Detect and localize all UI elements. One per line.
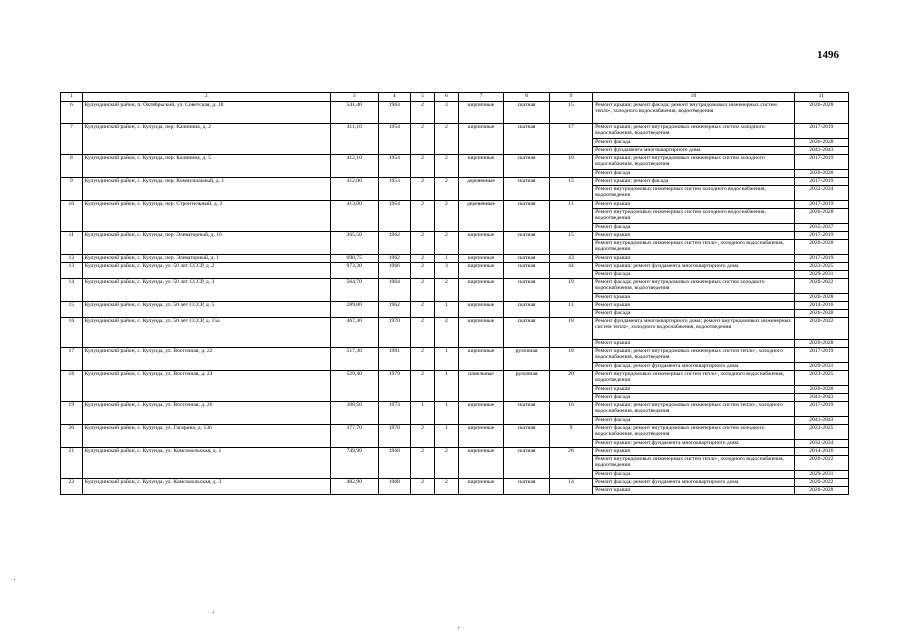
entrances-cell: 3 <box>434 102 458 124</box>
row-number-cell: 19 <box>61 402 83 425</box>
year-cell: 1953 <box>378 178 411 201</box>
repair-period-cell: 2020-2022 <box>794 318 848 340</box>
repair-period-cell: 2014-2016 <box>794 302 848 310</box>
wall-material-cell: деревянные <box>458 201 504 232</box>
residents-cell: 17 <box>549 124 592 155</box>
row-number-cell: 14 <box>61 279 83 302</box>
repair-period-cell: 2032-2034 <box>794 440 848 448</box>
repair-work-cell: Ремонт крыши <box>593 487 795 495</box>
repair-work-cell: Ремонт крыши <box>593 255 795 263</box>
repair-work-cell: Ремонт крыши <box>593 201 795 209</box>
floors-cell: 2 <box>411 263 435 279</box>
wall-material-cell: кирпичные <box>458 255 504 263</box>
repair-period-cell: 2026-2028 <box>794 170 848 178</box>
column-number-cell: 9 <box>549 93 592 102</box>
repair-work-cell: Ремонт фасада; ремонт внутридомовых инженерных систем холодного водоснабжения, водоотведения <box>593 425 795 440</box>
entrances-cell: 2 <box>434 178 458 201</box>
roof-type-cell: скатная <box>504 178 550 201</box>
residents-cell: 18 <box>549 348 592 371</box>
repair-period-cell: 2017-2019 <box>794 124 848 139</box>
column-number-cell: 8 <box>504 93 550 102</box>
area-cell: 411,10 <box>330 124 378 155</box>
area-cell: 482,90 <box>330 479 378 495</box>
residents-cell: 44 <box>549 263 592 279</box>
table-row <box>61 448 849 456</box>
repair-period-cell: 2032-2034 <box>794 186 848 201</box>
roof-type-cell: скатная <box>504 201 550 232</box>
row-number-cell: 18 <box>61 371 83 402</box>
floors-cell: 2 <box>411 255 435 263</box>
wall-material-cell: кирпичные <box>458 232 504 255</box>
wall-material-cell: кирпичные <box>458 102 504 124</box>
entrances-cell: 1 <box>434 371 458 402</box>
repair-period-cell: 2026-2028 <box>794 310 848 318</box>
address-cell: Кулундинский район, с. Кулунда, ул. Гагарина, д. 136 <box>82 425 330 448</box>
row-number-cell: 20 <box>61 425 83 448</box>
address-cell: Кулундинский район, с. Кулунда, ул. Комсомольская, д. 3 <box>82 479 330 495</box>
repair-work-cell: Ремонт фасада <box>593 170 795 178</box>
floors-cell: 2 <box>411 318 435 348</box>
table-row <box>61 124 849 139</box>
column-number-cell: 2 <box>82 93 330 102</box>
year-cell: 1966 <box>378 263 411 279</box>
repair-work-cell: Ремонт фасада; ремонт фундамента многоквартирного дома <box>593 363 795 371</box>
entrances-cell: 1 <box>434 302 458 318</box>
wall-material-cell: кирпичные <box>458 155 504 178</box>
entrances-cell: 2 <box>434 232 458 255</box>
repair-work-cell: Ремонт крыши <box>593 340 795 348</box>
address-cell: Кулундинский район, с. Кулунда, ул. Восточная, д. 24 <box>82 371 330 402</box>
wall-material-cell: кирпичные <box>458 318 504 348</box>
repair-period-cell: 2023-2025 <box>794 371 848 386</box>
wall-material-cell: кирпичные <box>458 479 504 495</box>
roof-type-cell: скатная <box>504 255 550 263</box>
scan-speck <box>213 612 214 613</box>
roof-type-cell: скатная <box>504 402 550 425</box>
row-number-cell: 10 <box>61 201 83 232</box>
address-cell: Кулундинский район, с. Кулунда, ул. 50 лет СССР, д. 2 <box>82 263 330 279</box>
repair-work-cell: Ремонт крыши <box>593 232 795 240</box>
area-cell: 308,50 <box>330 402 378 425</box>
address-cell: Кулундинский район, с. Кулунда, ул. Комсомольская, д. 1 <box>82 448 330 479</box>
repair-work-cell: Ремонт фасада <box>593 310 795 318</box>
roof-type-cell: скатная <box>504 318 550 348</box>
area-cell: 377,70 <box>330 425 378 448</box>
repair-period-cell: 2020-2022 <box>794 279 848 294</box>
repair-period-cell: 2029-2031 <box>794 471 848 479</box>
wall-material-cell: кирпичные <box>458 279 504 302</box>
table-row <box>61 371 849 386</box>
repair-work-cell: Ремонт фундамента многоквартирного дома; ремонт внутридомовых инженерных систем тепло-, холодного водоснабжения, водоотведения <box>593 318 795 340</box>
repair-period-cell: 2026-2028 <box>794 102 848 124</box>
table-row <box>61 318 849 340</box>
repair-period-cell: 2017-2019 <box>794 348 848 363</box>
address-cell: Кулундинский район, с. Кулунда, пер. Элеваторный, д. 16 <box>82 232 330 255</box>
repair-work-cell: Ремонт фасада <box>593 271 795 279</box>
repair-period-cell: 2017-2019 <box>794 255 848 263</box>
area-cell: 289,80 <box>330 302 378 318</box>
address-cell: Кулундинский район, с. Кулунда, пер. Калинина, д. 5 <box>82 155 330 178</box>
roof-type-cell: скатная <box>504 425 550 448</box>
year-cell: 1973 <box>378 402 411 425</box>
repair-period-cell: 2017-2019 <box>794 178 848 186</box>
table-row <box>61 402 849 417</box>
row-number-cell: 7 <box>61 124 83 155</box>
repair-period-cell: 2017-2019 <box>794 155 848 170</box>
residents-cell: 43 <box>549 255 592 263</box>
wall-material-cell: кирпичные <box>458 263 504 279</box>
repair-work-cell: Ремонт внутридомовых инженерных систем холодного водоснабжения, водоотведения <box>593 209 795 224</box>
repair-period-cell: 2017-2019 <box>794 201 848 209</box>
repair-work-cell: Ремонт внутридомовых инженерных систем тепло-, холодного водоснабжения, водоотведения <box>593 456 795 471</box>
repair-work-cell: Ремонт фасада <box>593 224 795 232</box>
residents-cell: 15 <box>549 232 592 255</box>
table-row <box>61 263 849 271</box>
row-number-cell: 9 <box>61 178 83 201</box>
column-number-cell: 1 <box>61 93 83 102</box>
repair-work-cell: Ремонт фасада <box>593 471 795 479</box>
floors-cell: 2 <box>411 371 435 402</box>
repair-period-cell: 2026-2028 <box>794 240 848 255</box>
year-cell: 1962 <box>378 255 411 263</box>
repair-work-cell: Ремонт фундамента многоквартирного дома <box>593 147 795 155</box>
wall-material-cell: кирпичные <box>458 425 504 448</box>
column-number-cell: 4 <box>378 93 411 102</box>
repair-period-cell: 2026-2028 <box>794 139 848 147</box>
column-number-row <box>61 93 849 102</box>
roof-type-cell: скатная <box>504 479 550 495</box>
area-cell: 690,75 <box>330 255 378 263</box>
residents-cell: 16 <box>549 402 592 425</box>
column-number-cell: 11 <box>794 93 848 102</box>
area-cell: 541,40 <box>330 102 378 124</box>
area-cell: 365,50 <box>330 232 378 255</box>
repair-work-cell: Ремонт внутридомовых инженерных систем тепло-, холодного водоснабжения, водоотведения <box>593 240 795 255</box>
floors-cell: 2 <box>411 448 435 479</box>
area-cell: 564,70 <box>330 279 378 302</box>
year-cell: 1968 <box>378 448 411 479</box>
year-cell: 1979 <box>378 371 411 402</box>
floors-cell: 2 <box>411 425 435 448</box>
entrances-cell: 3 <box>434 263 458 279</box>
roof-type-cell: рулонная <box>504 371 550 402</box>
repair-period-cell: 2017-2019 <box>794 402 848 417</box>
roof-type-cell: скатная <box>504 263 550 279</box>
year-cell: 1964 <box>378 279 411 302</box>
column-number-cell: 6 <box>434 93 458 102</box>
entrances-cell: 2 <box>434 448 458 479</box>
repair-work-cell: Ремонт крыши; ремонт фундамента многоквартирного дома <box>593 263 795 271</box>
floors-cell: 2 <box>411 479 435 495</box>
year-cell: 1970 <box>378 425 411 448</box>
repair-period-cell: 2041-2043 <box>794 394 848 402</box>
document-sheet <box>60 92 849 495</box>
entrances-cell: 2 <box>434 279 458 302</box>
entrances-cell: 2 <box>434 479 458 495</box>
repair-schedule-table <box>60 92 849 495</box>
repair-work-cell: Ремонт крыши; ремонт внутридомовых инженерных систем тепло-, холодного водоснабжения, водоотведения <box>593 348 795 363</box>
residents-cell: 15 <box>549 102 592 124</box>
repair-work-cell: Ремонт крыши; ремонт внутридомовых инженерных систем холодного водоснабжения, водоотведения <box>593 155 795 170</box>
address-cell: Кулундинский район, с. Кулунда, ул. 50 лет СССР, д. 15а <box>82 318 330 348</box>
row-number-cell: 13 <box>61 263 83 279</box>
row-number-cell: 12 <box>61 255 83 263</box>
repair-period-cell: 2023-2025 <box>794 425 848 440</box>
area-cell: 973,30 <box>330 263 378 279</box>
floors-cell: 2 <box>411 348 435 371</box>
floors-cell: 2 <box>411 201 435 232</box>
repair-period-cell: 2041-2043 <box>794 147 848 155</box>
table-body <box>61 93 849 495</box>
roof-type-cell: скатная <box>504 155 550 178</box>
residents-cell: 11 <box>549 201 592 232</box>
row-number-cell: 15 <box>61 302 83 318</box>
wall-material-cell: кирпичные <box>458 302 504 318</box>
repair-work-cell: Ремонт фасада <box>593 417 795 425</box>
table-row <box>61 302 849 310</box>
repair-period-cell: 2026-2028 <box>794 487 848 495</box>
repair-period-cell: 2026-2028 <box>794 340 848 348</box>
table-row <box>61 479 849 487</box>
row-number-cell: 17 <box>61 348 83 371</box>
area-cell: 749,90 <box>330 448 378 479</box>
floors-cell: 2 <box>411 302 435 318</box>
repair-period-cell: 2020-2022 <box>794 456 848 471</box>
wall-material-cell: кирпичные <box>458 348 504 371</box>
scan-speck <box>458 627 459 628</box>
repair-work-cell: Ремонт крыши <box>593 302 795 310</box>
roof-type-cell: скатная <box>504 124 550 155</box>
floors-cell: 2 <box>411 102 435 124</box>
residents-cell: 9 <box>549 425 592 448</box>
floors-cell: 1 <box>411 402 435 425</box>
address-cell: Кулундинский район, с. Кулунда, ул. Восточная, д. 26 <box>82 402 330 425</box>
address-cell: Кулундинский район, п. Октябрьский, ул. Советская, д. 18 <box>82 102 330 124</box>
residents-cell: 14 <box>549 479 592 495</box>
address-cell: Кулундинский район, с. Кулунда, пер. Строительный, д. 2 <box>82 201 330 232</box>
area-cell: 517,30 <box>330 348 378 371</box>
row-number-cell: 22 <box>61 479 83 495</box>
year-cell: 1954 <box>378 124 411 155</box>
year-cell: 1968 <box>378 479 411 495</box>
repair-period-cell: 2017-2019 <box>794 232 848 240</box>
roof-type-cell: скатная <box>504 232 550 255</box>
row-number-cell: 16 <box>61 318 83 348</box>
repair-work-cell: Ремонт крыши; ремонт фасада; ремонт внутридомовых инженерных систем тепло-, холодного водоснабжения, водоотведения <box>593 102 795 124</box>
area-cell: 412,00 <box>330 178 378 201</box>
column-number-cell: 10 <box>593 93 795 102</box>
row-number-cell: 21 <box>61 448 83 479</box>
entrances-cell: 2 <box>434 318 458 348</box>
roof-type-cell: скатная <box>504 302 550 318</box>
year-cell: 1963 <box>378 102 411 124</box>
table-row <box>61 178 849 186</box>
row-number-cell: 11 <box>61 232 83 255</box>
wall-material-cell: деревянные <box>458 178 504 201</box>
repair-period-cell: 2029-2031 <box>794 271 848 279</box>
address-cell: Кулундинский район, с. Кулунда, ул. Восточная, д. 22 <box>82 348 330 371</box>
residents-cell: 15 <box>549 178 592 201</box>
repair-period-cell: 2041-2043 <box>794 417 848 425</box>
entrances-cell: 1 <box>434 255 458 263</box>
repair-work-cell: Ремонт крыши <box>593 448 795 456</box>
wall-material-cell: кирпичные <box>458 402 504 425</box>
repair-work-cell: Ремонт крыши <box>593 294 795 302</box>
year-cell: 1962 <box>378 232 411 255</box>
residents-cell: 20 <box>549 371 592 402</box>
residents-cell: 11 <box>549 302 592 318</box>
year-cell: 1954 <box>378 201 411 232</box>
table-row <box>61 232 849 240</box>
table-row <box>61 255 849 263</box>
residents-cell: 19 <box>549 279 592 302</box>
repair-work-cell: Ремонт фасада <box>593 139 795 147</box>
entrances-cell: 2 <box>434 155 458 178</box>
floors-cell: 2 <box>411 279 435 302</box>
residents-cell: 28 <box>549 448 592 479</box>
repair-period-cell: 2014-2016 <box>794 448 848 456</box>
repair-work-cell: Ремонт фасада; ремонт фундамента многоквартирного дома <box>593 479 795 487</box>
table-row <box>61 279 849 294</box>
repair-work-cell: Ремонт фасада; ремонт внутридомовых инженерных систем холодного водоснабжения, водоотведения <box>593 279 795 294</box>
repair-work-cell: Ремонт крыши; ремонт фундамента многоквартирного дома <box>593 440 795 448</box>
page-number: 1496 <box>817 49 839 61</box>
repair-work-cell: Ремонт крыши; ремонт внутридомовых инженерных систем холодного водоснабжения, водоотведения <box>593 124 795 139</box>
repair-period-cell: 2035-2037 <box>794 224 848 232</box>
residents-cell: 10 <box>549 155 592 178</box>
row-number-cell: 8 <box>61 155 83 178</box>
area-cell: 412,10 <box>330 155 378 178</box>
residents-cell: 18 <box>549 318 592 348</box>
address-cell: Кулундинский район, с. Кулунда, ул. 50 лет СССР, д. 3 <box>82 279 330 302</box>
entrances-cell: 2 <box>434 124 458 155</box>
repair-period-cell: 2026-2028 <box>794 294 848 302</box>
year-cell: 1970 <box>378 318 411 348</box>
scan-speck <box>14 579 15 580</box>
address-cell: Кулундинский район, с. Кулунда, пер. Калинина, д. 2 <box>82 124 330 155</box>
column-number-cell: 5 <box>411 93 435 102</box>
repair-period-cell: 2026-2028 <box>794 386 848 394</box>
table-row <box>61 102 849 124</box>
repair-work-cell: Ремонт крыши; ремонт фасада <box>593 178 795 186</box>
repair-period-cell: 2026-2028 <box>794 209 848 224</box>
area-cell: 413,00 <box>330 201 378 232</box>
table-row <box>61 201 849 209</box>
address-cell: Кулундинский район, с. Кулунда, ул. 50 лет СССР, д. 5 <box>82 302 330 318</box>
table-row <box>61 348 849 363</box>
roof-type-cell: рулонная <box>504 348 550 371</box>
repair-period-cell: 2023-2025 <box>794 263 848 271</box>
column-number-cell: 7 <box>458 93 504 102</box>
table-row <box>61 155 849 170</box>
floors-cell: 2 <box>411 155 435 178</box>
row-number-cell: 6 <box>61 102 83 124</box>
wall-material-cell: кирпичные <box>458 124 504 155</box>
year-cell: 1981 <box>378 348 411 371</box>
repair-work-cell: Ремонт крыши; ремонт внутридомовых инженерных систем тепло-, холодного водоснабжения, водоотведения <box>593 402 795 417</box>
entrances-cell: 1 <box>434 348 458 371</box>
repair-work-cell: Ремонт внутридомовых инженерных систем холодного водоснабжения, водоотведения <box>593 186 795 201</box>
address-cell: Кулундинский район, с. Кулунда, пер. Коммунальный, д. 1 <box>82 178 330 201</box>
entrances-cell: 1 <box>434 425 458 448</box>
year-cell: 1962 <box>378 302 411 318</box>
address-cell: Кулундинский район, с. Кулунда, пер. Элеваторный, д. 1 <box>82 255 330 263</box>
wall-material-cell: панельные <box>458 371 504 402</box>
floors-cell: 2 <box>411 124 435 155</box>
repair-period-cell: 2020-2022 <box>794 479 848 487</box>
table-row <box>61 425 849 440</box>
roof-type-cell: скатная <box>504 448 550 479</box>
column-number-cell: 3 <box>330 93 378 102</box>
roof-type-cell: скатная <box>504 279 550 302</box>
repair-period-cell: 2029-2031 <box>794 363 848 371</box>
area-cell: 529,40 <box>330 371 378 402</box>
entrances-cell: 1 <box>434 402 458 425</box>
roof-type-cell: скатная <box>504 102 550 124</box>
repair-work-cell: Ремонт фасада <box>593 394 795 402</box>
wall-material-cell: кирпичные <box>458 448 504 479</box>
year-cell: 1954 <box>378 155 411 178</box>
entrances-cell: 2 <box>434 201 458 232</box>
repair-work-cell: Ремонт крыши <box>593 386 795 394</box>
floors-cell: 2 <box>411 232 435 255</box>
floors-cell: 2 <box>411 178 435 201</box>
area-cell: 467,30 <box>330 318 378 348</box>
repair-work-cell: Ремонт внутридомовых инженерных систем тепло-, холодного водоснабжения, водоотведения <box>593 371 795 386</box>
